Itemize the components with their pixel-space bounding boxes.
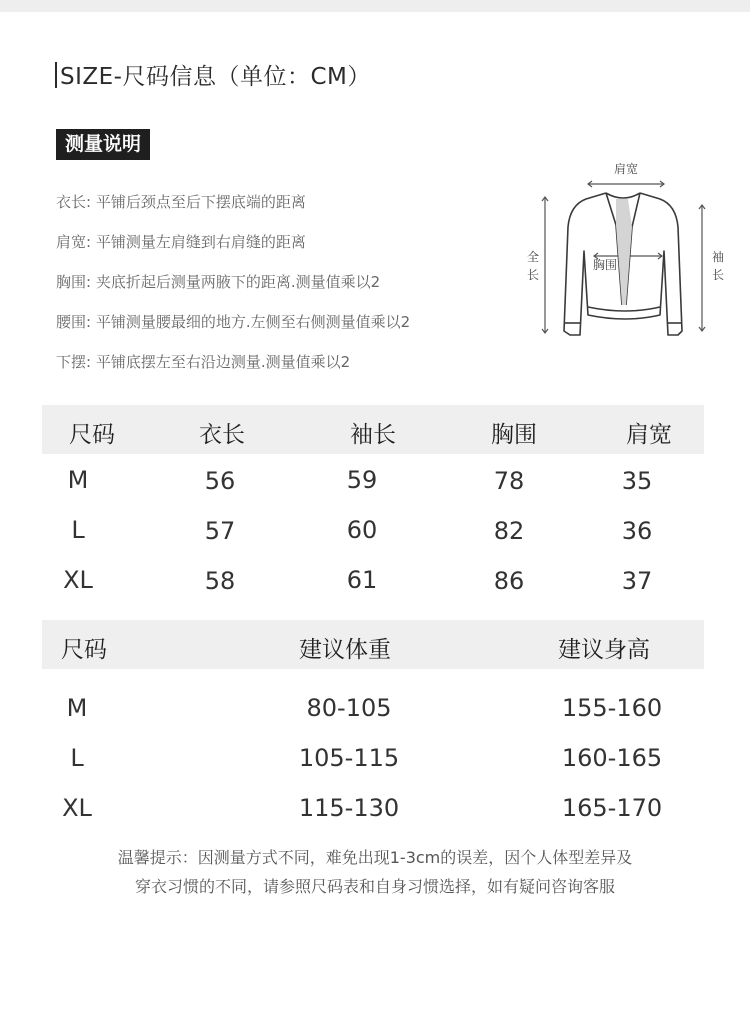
diagram-sleeve-label-top: 袖 [711,250,725,264]
note-waist: 腰围: 平铺测量腰最细的地方.左侧至右侧测量值乘以2 [56,313,411,331]
table-cell: 160-165 [561,744,663,772]
table-cell: 86 [493,567,525,595]
tip-line-1: 温馨提示：因测量方式不同，难免出现1-3cm的误差，因个人体型差异及 [117,848,633,867]
table-cell: 35 [621,467,653,495]
table-cell: M [66,694,88,722]
table-cell: 115-130 [298,794,400,822]
tip-line-2: 穿衣习惯的不同，请参照尺码表和自身习惯选择，如有疑问咨询客服 [134,877,615,896]
note-length: 衣长: 平铺后颈点至后下摆底端的距离 [56,193,306,211]
table-cell: 165-170 [561,794,663,822]
table-cell: XL [62,794,92,822]
table-cell: 58 [204,567,236,595]
table-cell: 78 [493,467,525,495]
cardigan-diagram [522,155,732,345]
diagram-length-label-bottom: 长 [526,268,540,282]
table-cell: 61 [346,566,378,594]
table-cell: 37 [621,567,653,595]
title-bar [55,62,57,88]
diagram-shoulder-label: 肩宽 [613,162,639,176]
fit-header-size: 尺码 [61,637,107,663]
table-cell: L [71,516,85,544]
top-divider [0,0,750,12]
fit-header-weight: 建议体重 [299,637,391,663]
table-cell: 155-160 [561,694,663,722]
note-shoulder: 肩宽: 平铺测量左肩缝到右肩缝的距离 [56,233,306,251]
fit-header-height: 建议身高 [558,637,650,663]
table-cell: L [70,744,84,772]
diagram-chest-label: 胸围 [592,258,618,272]
table-cell: 56 [204,467,236,495]
measurement-badge: 测量说明 [56,129,150,160]
table-cell: 80-105 [306,694,392,722]
table-cell: 59 [346,466,378,494]
table-cell: 105-115 [298,744,400,772]
measurement-notes [56,192,410,392]
table-cell: 82 [493,517,525,545]
note-hem: 下摆: 平铺底摆左至右沿边测量.测量值乘以2 [56,353,351,371]
diagram-sleeve-label-bottom: 长 [711,268,725,282]
size-header-chest: 胸围 [491,422,537,448]
page-title [55,58,371,91]
note-chest: 胸围: 夹底折起后测量两腋下的距离.测量值乘以2 [56,273,381,291]
table-cell: 60 [346,516,378,544]
table-cell: 36 [621,517,653,545]
size-header-sleeve: 袖长 [350,422,396,448]
page-title-text: SIZE-尺码信息（单位：CM） [60,64,371,90]
size-header-length: 衣长 [199,422,245,448]
size-header-shoulder: 肩宽 [626,422,672,448]
diagram-length-label-top: 全 [526,250,540,264]
table-cell: 57 [204,517,236,545]
table-cell: M [67,466,89,494]
table-cell: XL [63,566,93,594]
size-header-size: 尺码 [69,422,115,448]
